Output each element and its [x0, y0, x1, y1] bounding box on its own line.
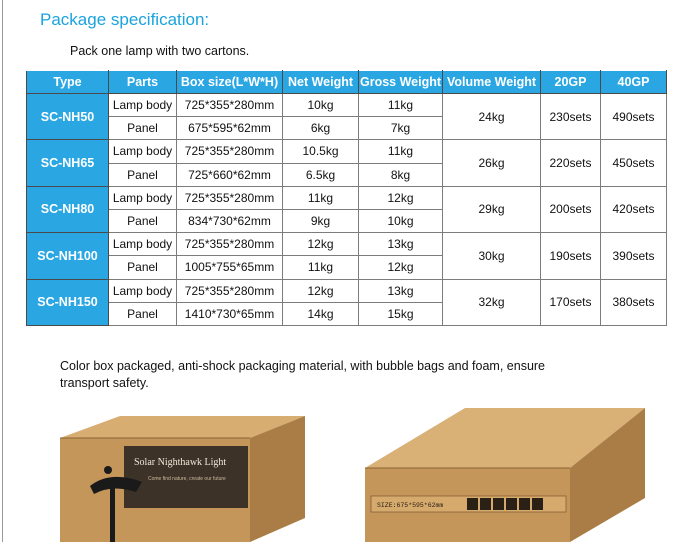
header-40gp: 40GP	[601, 71, 667, 94]
box-size-cell: 725*660*62mm	[177, 163, 283, 186]
part-cell: Lamp body	[109, 233, 177, 256]
table-header-row	[27, 71, 667, 94]
part-cell: Lamp body	[109, 140, 177, 163]
gp20-cell: 230sets	[541, 94, 601, 140]
net-weight-cell: 12kg	[283, 279, 359, 302]
gross-weight-cell: 10kg	[359, 209, 443, 232]
part-cell: Lamp body	[109, 94, 177, 117]
gross-weight-cell: 15kg	[359, 302, 443, 325]
lamp-carton-side	[250, 416, 305, 542]
gp40-cell: 420sets	[601, 186, 667, 232]
box-size-cell: 725*355*280mm	[177, 94, 283, 117]
header-gross-weight: Gross Weight	[359, 71, 443, 94]
lamp-carton-image	[50, 408, 310, 542]
left-border-line	[2, 0, 3, 542]
volume-weight-cell: 26kg	[443, 140, 541, 186]
part-cell: Panel	[109, 302, 177, 325]
package-spec-table	[26, 70, 667, 326]
gp20-cell: 190sets	[541, 233, 601, 279]
panel-carton-size-label: SIZE:675*595*62mm	[377, 502, 444, 509]
volume-weight-cell: 30kg	[443, 233, 541, 279]
table-row	[27, 94, 667, 117]
page-title: Package specification:	[40, 10, 210, 29]
part-cell: Panel	[109, 117, 177, 140]
volume-weight-cell: 24kg	[443, 94, 541, 140]
volume-weight-cell: 29kg	[443, 186, 541, 232]
box-size-cell: 834*730*62mm	[177, 209, 283, 232]
panel-carton-image	[345, 398, 645, 542]
lamp-carton-brand: Solar Nighthawk Light	[134, 457, 227, 468]
part-cell: Lamp body	[109, 186, 177, 209]
gp40-cell: 390sets	[601, 233, 667, 279]
gross-weight-cell: 13kg	[359, 233, 443, 256]
net-weight-cell: 6kg	[283, 117, 359, 140]
page-subtitle: Pack one lamp with two cartons.	[70, 44, 250, 58]
header-type: Type	[27, 71, 109, 94]
gross-weight-cell: 12kg	[359, 186, 443, 209]
type-cell: SC-NH65	[27, 140, 109, 186]
table-row	[27, 140, 667, 163]
gp40-cell: 490sets	[601, 94, 667, 140]
table-row	[27, 233, 667, 256]
net-weight-cell: 9kg	[283, 209, 359, 232]
table-row	[27, 279, 667, 302]
box-size-cell: 675*595*62mm	[177, 117, 283, 140]
gross-weight-cell: 13kg	[359, 279, 443, 302]
box-size-cell: 1410*730*65mm	[177, 302, 283, 325]
part-cell: Panel	[109, 209, 177, 232]
net-weight-cell: 12kg	[283, 233, 359, 256]
type-cell: SC-NH150	[27, 279, 109, 326]
gross-weight-cell: 11kg	[359, 140, 443, 163]
gp20-cell: 170sets	[541, 279, 601, 326]
box-size-cell: 725*355*280mm	[177, 233, 283, 256]
gp40-cell: 380sets	[601, 279, 667, 326]
net-weight-cell: 11kg	[283, 186, 359, 209]
gp20-cell: 220sets	[541, 140, 601, 186]
header-net-weight: Net Weight	[283, 71, 359, 94]
net-weight-cell: 10.5kg	[283, 140, 359, 163]
net-weight-cell: 14kg	[283, 302, 359, 325]
net-weight-cell: 10kg	[283, 94, 359, 117]
header-20gp: 20GP	[541, 71, 601, 94]
part-cell: Lamp body	[109, 279, 177, 302]
net-weight-cell: 11kg	[283, 256, 359, 279]
box-size-cell: 1005*755*65mm	[177, 256, 283, 279]
header-parts: Parts	[109, 71, 177, 94]
net-weight-cell: 6.5kg	[283, 163, 359, 186]
gp40-cell: 450sets	[601, 140, 667, 186]
gross-weight-cell: 7kg	[359, 117, 443, 140]
type-cell: SC-NH80	[27, 186, 109, 232]
gross-weight-cell: 11kg	[359, 94, 443, 117]
gp20-cell: 200sets	[541, 186, 601, 232]
header-volume-weight: Volume Weight	[443, 71, 541, 94]
type-cell: SC-NH100	[27, 233, 109, 279]
table-row	[27, 186, 667, 209]
box-size-cell: 725*355*280mm	[177, 186, 283, 209]
box-size-cell: 725*355*280mm	[177, 140, 283, 163]
header-box-size: Box size(L*W*H)	[177, 71, 283, 94]
volume-weight-cell: 32kg	[443, 279, 541, 326]
box-size-cell: 725*355*280mm	[177, 279, 283, 302]
part-cell: Panel	[109, 163, 177, 186]
packaging-note: Color box packaged, anti-shock packaging material, with bubble bags and foam, ensure transport safety.	[60, 359, 546, 390]
part-cell: Panel	[109, 256, 177, 279]
type-cell: SC-NH50	[27, 94, 109, 140]
gross-weight-cell: 12kg	[359, 256, 443, 279]
gross-weight-cell: 8kg	[359, 163, 443, 186]
lamp-carton-tagline: Come find nature, create our future	[148, 476, 226, 482]
